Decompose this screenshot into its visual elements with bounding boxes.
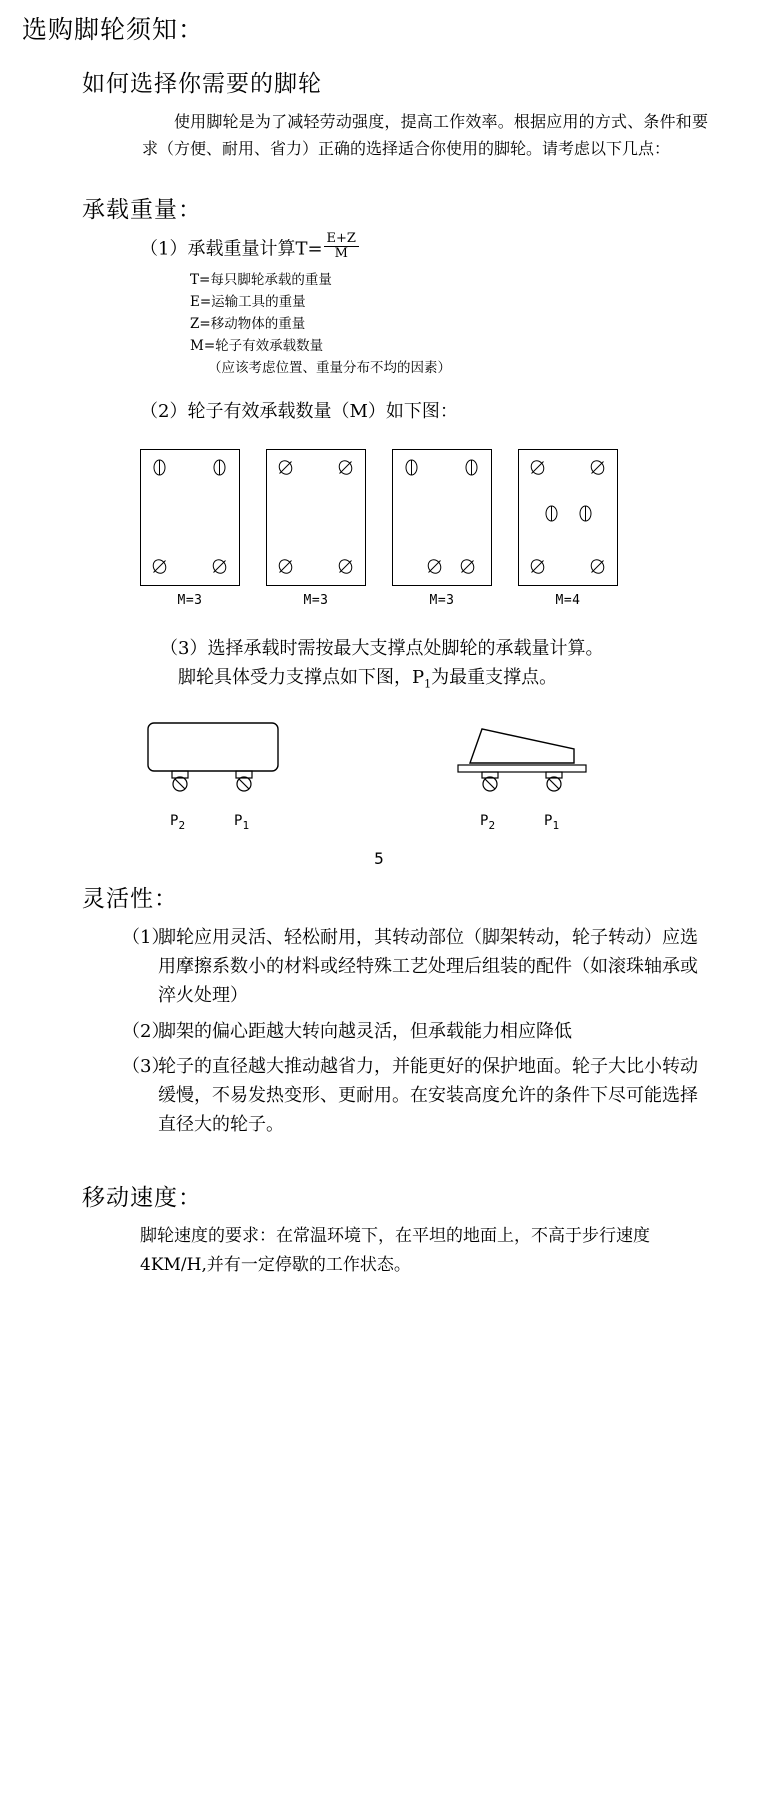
caster-layout-diagrams — [22, 449, 736, 608]
list-item — [122, 923, 706, 1010]
heading-how-to-choose: 如何选择你需要的脚轮 — [82, 70, 322, 97]
swivel-caster-icon — [211, 558, 228, 575]
fixed-caster-icon — [403, 459, 420, 476]
load-formula-prefix: （1）承载重量计算T= — [140, 237, 323, 259]
intro-paragraph: 使用脚轮是为了减轻劳动强度，提高工作效率。根据应用的方式、条件和要求（方便、耐用、省力）正确的选择适合你使用的脚轮。请考虑以下几点： — [142, 111, 708, 159]
list-marker: （1） — [122, 927, 170, 949]
list-text: 脚架的偏心距越大转向越灵活，但承载能力相应降低 — [158, 1020, 572, 1042]
swivel-caster-icon — [459, 558, 476, 575]
caster-layout-2 — [266, 449, 366, 608]
swivel-caster-icon — [151, 558, 168, 575]
load-diagram-flat — [124, 711, 324, 811]
plate-outline — [518, 449, 618, 586]
load-point-labels — [22, 813, 736, 833]
list-text: 轮子的直径越大推动越省力，并能更好的保护地面。轮子大比小转动缓慢，不易发热变形、更耐用。在安装高度允许的条件下尽可能选择直径大的轮子。 — [158, 1055, 698, 1135]
plate-outline — [392, 449, 492, 586]
fraction-numerator: E+Z — [326, 230, 356, 246]
list-marker: （3） — [122, 1055, 170, 1077]
load-label-p2: $P_2$ — [480, 813, 496, 832]
swivel-caster-icon — [529, 558, 546, 575]
page-number: 5 — [374, 849, 384, 869]
swivel-caster-icon — [529, 459, 546, 476]
item3-line2-sub: 1 — [424, 677, 432, 691]
fixed-caster-icon — [151, 459, 168, 476]
item-effective-wheel-count: （2）轮子有效承载数量（M）如下图： — [140, 400, 458, 422]
load-label-p1: $P_1$ — [544, 813, 560, 832]
fraction-denominator: M — [324, 246, 359, 262]
list-item — [122, 1052, 706, 1139]
fixed-caster-icon — [463, 459, 480, 476]
plate-outline — [140, 449, 240, 586]
swivel-caster-icon — [589, 459, 606, 476]
item3-line2-a: 脚轮具体受力支撑点如下图，P — [178, 666, 425, 688]
section-heading-load-weight: 承载重量： — [82, 196, 202, 223]
section-heading-flexibility: 灵活性： — [82, 886, 178, 913]
swivel-caster-icon — [277, 558, 294, 575]
speed-paragraph: 脚轮速度的要求：在常温环境下，在平坦的地面上，不高于步行速度4KM/H,并有一定停歇的工作状态。 — [140, 1226, 650, 1276]
swivel-caster-icon — [589, 558, 606, 575]
page-title: 选购脚轮须知： — [22, 15, 205, 44]
fixed-caster-icon — [543, 505, 560, 522]
list-text: 脚轮应用灵活、轻松耐用，其转动部位（脚架转动，轮子转动）应选用摩擦系数小的材料或经特殊工艺处理后组装的配件（如滚珠轴承或淬火处理） — [158, 927, 698, 1007]
definition-z: Z=移动物体的重量 — [190, 316, 306, 333]
diagram-label: M=4 — [555, 592, 581, 608]
caster-layout-3 — [392, 449, 492, 608]
swivel-caster-icon — [337, 558, 354, 575]
swivel-caster-icon — [277, 459, 294, 476]
caster-layout-4 — [518, 449, 618, 608]
load-diagram-inclined — [434, 711, 634, 811]
list-item — [122, 1017, 706, 1046]
load-label-p1: $P_1$ — [234, 813, 250, 832]
definition-t: T=每只脚轮承载的重量 — [190, 272, 332, 289]
item3-line2 — [178, 663, 710, 693]
load-labels-left — [124, 813, 324, 833]
definition-e: E=运输工具的重量 — [190, 294, 306, 311]
diagram-label: M=3 — [177, 592, 203, 608]
definition-note: （应该考虑位置、重量分布不均的因素） — [208, 359, 451, 376]
plate-outline — [266, 449, 366, 586]
item3-line1: （3）选择承载时需按最大支撑点处脚轮的承载量计算。 — [160, 637, 604, 659]
item-max-support-point — [160, 634, 710, 694]
fixed-caster-icon — [577, 505, 594, 522]
diagram-label: M=3 — [429, 592, 455, 608]
caster-layout-1 — [140, 449, 240, 608]
load-formula-fraction — [324, 232, 359, 263]
list-marker: （2） — [122, 1020, 170, 1042]
formula-definitions — [190, 270, 736, 379]
diagram-label: M=3 — [303, 592, 329, 608]
load-label-p2: $P_2$ — [170, 813, 186, 832]
definition-m: M=轮子有效承载数量 — [190, 337, 324, 354]
load-point-diagrams — [22, 711, 736, 811]
load-formula-line — [140, 230, 736, 265]
item3-line2-b: 为最重支撑点。 — [431, 666, 558, 688]
section-heading-speed: 移动速度： — [82, 1185, 202, 1212]
swivel-caster-icon — [337, 459, 354, 476]
load-labels-right — [434, 813, 634, 833]
swivel-caster-icon — [426, 558, 443, 575]
fixed-caster-icon — [211, 459, 228, 476]
